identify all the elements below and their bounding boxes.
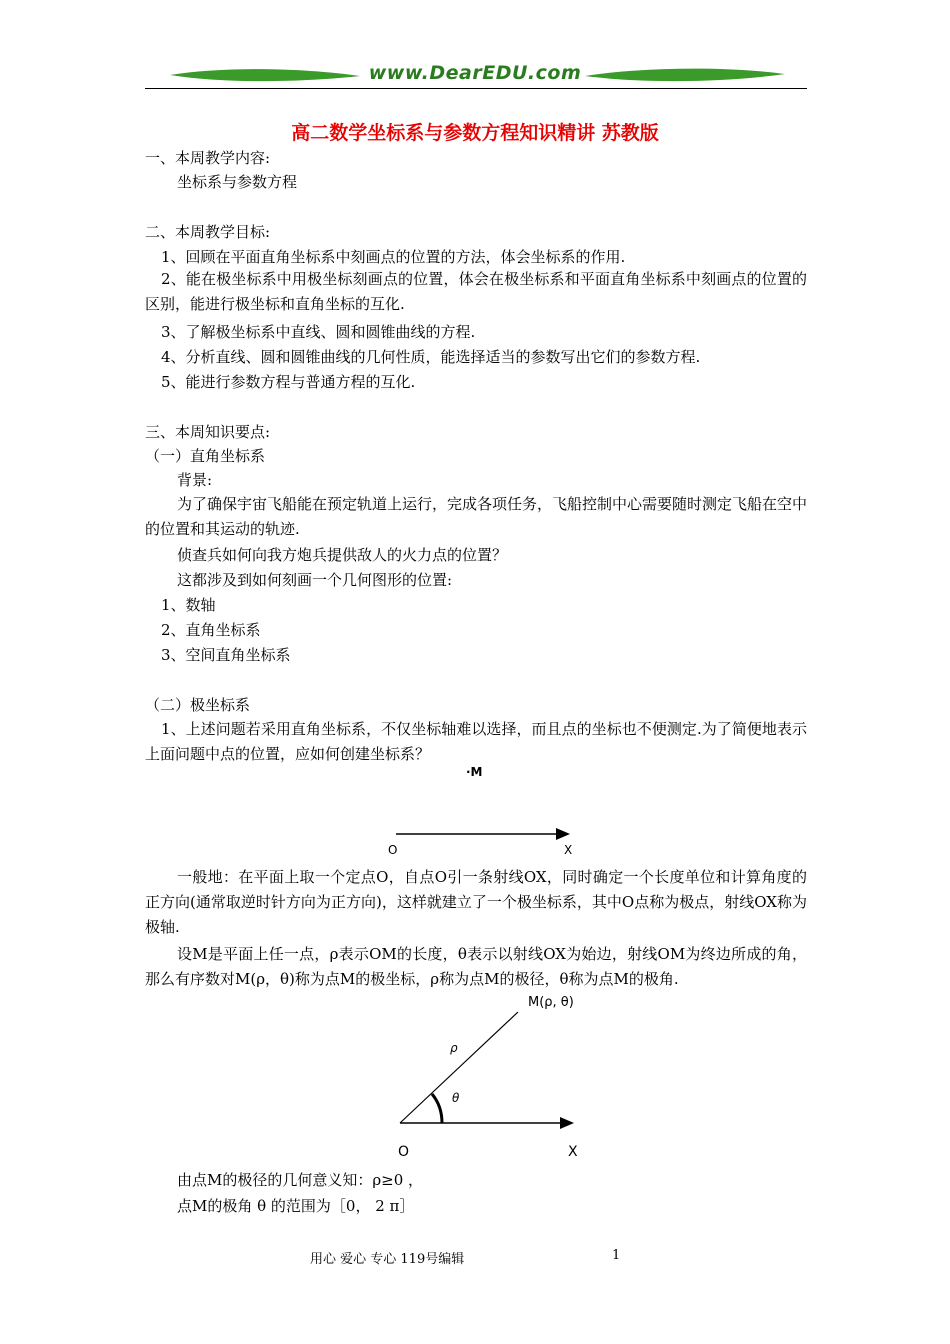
angle-range-text: 点M的极角 θ 的范围为［0， 2 π］ <box>177 1197 415 1215</box>
figure-polar-point <box>390 990 620 1165</box>
banner-leaf-right <box>585 69 785 82</box>
section2-heading: 二、本周教学目标: <box>145 223 271 241</box>
banner-leaf-left <box>170 69 360 81</box>
radius-range-text: 由点M的极径的几何意义知：ρ≥0 ， <box>177 1171 424 1189</box>
document-title: 高二数学坐标系与参数方程知识精讲 苏教版 <box>291 122 659 144</box>
background-label: 背景: <box>177 471 213 489</box>
fig1-axis-label: X <box>564 843 573 857</box>
background-paragraph-1: 为了确保宇宙飞船能在预定轨道上运行，完成各项任务，飞船控制中心需要随时测定飞船在空中的位置和其运动的轨迹. <box>145 495 808 538</box>
fig1-origin-label: O <box>388 843 398 857</box>
background-paragraph-2: 侦查兵如何向我方炮兵提供敌人的火力点的位置？ <box>177 546 508 564</box>
goal-item-1: 1、回顾在平面直角坐标系中刻画点的位置的方法，体会坐标系的作用. <box>161 248 626 266</box>
list-item-3: 3、空间直角坐标系 <box>161 646 291 664</box>
header-rule <box>145 88 807 89</box>
goal-item-3: 3、了解极坐标系中直线、圆和圆锥曲线的方程. <box>161 323 476 341</box>
section3-heading: 三、本周知识要点: <box>145 423 271 441</box>
footer-text: 用心 爱心 专心 119号编辑 <box>310 1252 465 1267</box>
goal-item-2: 2、能在极坐标系中用极坐标刻画点的位置，体会在极坐标系和平面直角坐标系中刻画点的位置的区别，能进行极坐标和直角坐标的互化. <box>145 270 807 313</box>
fig1-point-label: ·M <box>466 765 483 779</box>
figure-polar-axis <box>380 762 600 862</box>
page-number: 1 <box>612 1248 621 1263</box>
fig2-axis-label: X <box>568 1144 578 1160</box>
polar-intro-paragraph: 1、上述问题若采用直角坐标系，不仅坐标轴难以选择，而且点的坐标也不便测定.为了简便地表示上面问题中点的位置，应如何创建坐标系？ <box>145 720 807 763</box>
fig2-angle-arc <box>432 1094 442 1123</box>
fig2-theta-label: θ <box>452 1091 460 1105</box>
section1-content: 坐标系与参数方程 <box>177 173 298 191</box>
goal-item-5: 5、能进行参数方程与普通方程的互化. <box>161 373 416 391</box>
fig2-ray-om <box>400 1012 518 1123</box>
header-site-name[interactable]: www.DearEDU.com <box>368 62 582 84</box>
fig2-point-label: M(ρ, θ) <box>528 995 574 1010</box>
list-item-2: 2、直角坐标系 <box>161 621 261 639</box>
subsection1-heading: （一）直角坐标系 <box>145 447 266 465</box>
fig2-rho-label: ρ <box>450 1041 458 1055</box>
fig2-axis-arrow <box>560 1117 574 1129</box>
background-paragraph-3: 这都涉及到如何刻画一个几何图形的位置: <box>177 571 453 589</box>
list-item-1: 1、数轴 <box>161 596 216 614</box>
subsection2-heading: （二）极坐标系 <box>145 696 251 714</box>
fig1-axis-arrow <box>556 828 570 840</box>
polar-coordinate-paragraph: 设M是平面上任一点，ρ表示OM的长度，θ表示以射线OX为始边，射线OM为终边所成的角，那么有序数对M(ρ，θ)称为点M的极坐标，ρ称为点M的极径，θ称为点M的极角. <box>145 945 807 988</box>
fig2-origin-label: O <box>398 1144 410 1160</box>
polar-definition-paragraph: 一般地：在平面上取一个定点O，自点O引一条射线OX，同时确定一个长度单位和计算角度的正方向(通常取逆时针方向为正方向)，这样就建立了一个极坐标系，其中O点称为极点，射线OX称为极轴. <box>145 868 807 936</box>
section1-heading: 一、本周教学内容: <box>145 149 271 167</box>
goal-item-4: 4、分析直线、圆和圆锥曲线的几何性质，能选择适当的参数写出它们的参数方程. <box>161 348 701 366</box>
